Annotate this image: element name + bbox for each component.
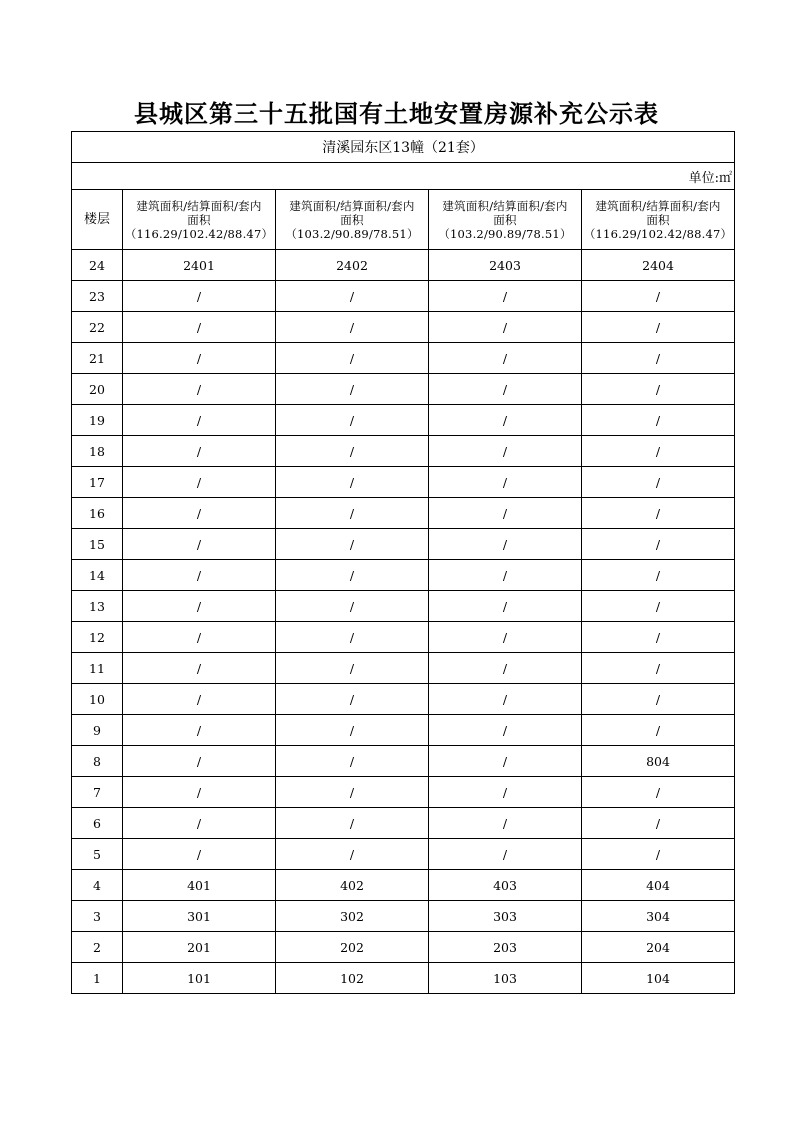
floor-cell: 18 [72,436,123,467]
unit-cell: / [582,591,735,622]
table-row [72,374,735,405]
floor-cell: 22 [72,312,123,343]
unit-cell: 202 [276,932,429,963]
unit-cell: / [582,436,735,467]
area-header-line3: （116.29/102.42/88.47） [124,226,274,241]
area-header-col-3 [429,190,582,250]
unit-cell: / [582,312,735,343]
unit-cell: 404 [582,870,735,901]
unit-cell: / [429,622,582,653]
table-row [72,901,735,932]
unit-cell: 402 [276,870,429,901]
unit-cell: / [123,777,276,808]
table-row [72,622,735,653]
floor-cell: 1 [72,963,123,994]
unit-cell: / [276,467,429,498]
area-header-line3: （103.2/90.89/78.51） [438,226,572,241]
unit-cell: / [429,777,582,808]
unit-cell: / [123,839,276,870]
table-row [72,343,735,374]
unit-cell: 203 [429,932,582,963]
unit-cell: / [276,591,429,622]
unit-cell: / [582,777,735,808]
unit-cell: 204 [582,932,735,963]
unit-cell: / [582,281,735,312]
unit-cell: / [123,467,276,498]
table-row [72,715,735,746]
area-header-line3: （116.29/102.42/88.47） [583,226,733,241]
unit-cell: / [429,498,582,529]
unit-cell: / [276,405,429,436]
unit-cell: / [276,374,429,405]
floor-cell: 12 [72,622,123,653]
table-row [72,808,735,839]
floor-cell: 3 [72,901,123,932]
unit-cell: 2401 [123,250,276,281]
unit-cell: / [123,560,276,591]
floor-cell: 7 [72,777,123,808]
unit-cell: 104 [582,963,735,994]
unit-cell: / [276,560,429,591]
unit-cell: 2402 [276,250,429,281]
unit-cell: / [582,529,735,560]
unit-cell: / [276,839,429,870]
unit-cell: / [123,808,276,839]
floor-cell: 21 [72,343,123,374]
unit-cell: 102 [276,963,429,994]
area-header-line2: 面积 [187,212,211,227]
unit-cell: 301 [123,901,276,932]
unit-cell: / [582,622,735,653]
floor-cell: 2 [72,932,123,963]
unit-cell: 401 [123,870,276,901]
unit-cell: / [582,653,735,684]
area-header-col-2 [276,190,429,250]
unit-cell: / [429,591,582,622]
floor-cell: 17 [72,467,123,498]
area-header-line1: 建筑面积/结算面积/套内 [289,198,415,213]
unit-cell: / [582,684,735,715]
unit-cell: 403 [429,870,582,901]
floor-cell: 11 [72,653,123,684]
unit-label: 单位:㎡ [72,163,735,190]
unit-cell: / [582,808,735,839]
unit-cell: 804 [582,746,735,777]
table-row [72,312,735,343]
unit-cell: / [429,343,582,374]
unit-cell: 103 [429,963,582,994]
unit-cell: / [429,312,582,343]
unit-cell: / [276,312,429,343]
table-body [72,250,735,994]
floor-cell: 4 [72,870,123,901]
unit-cell: / [123,405,276,436]
area-header-line3: （103.2/90.89/78.51） [285,226,419,241]
unit-cell: / [582,498,735,529]
floor-cell: 9 [72,715,123,746]
area-header-col-1 [123,190,276,250]
unit-cell: 101 [123,963,276,994]
table-row [72,746,735,777]
area-header-line1: 建筑面积/结算面积/套内 [595,198,721,213]
unit-cell: / [429,808,582,839]
area-header-line2: 面积 [340,212,364,227]
unit-cell: / [429,746,582,777]
floor-cell: 16 [72,498,123,529]
unit-cell: / [429,374,582,405]
floor-cell: 19 [72,405,123,436]
unit-cell: / [429,715,582,746]
table-row [72,653,735,684]
table-row [72,963,735,994]
unit-cell: / [123,529,276,560]
unit-cell: / [582,839,735,870]
area-header-col-4 [582,190,735,250]
table-row [72,870,735,901]
unit-cell: 2403 [429,250,582,281]
unit-cell: / [123,281,276,312]
floor-cell: 5 [72,839,123,870]
unit-cell: 2404 [582,250,735,281]
table-row [72,839,735,870]
unit-cell: / [429,560,582,591]
unit-cell: / [429,405,582,436]
unit-cell: / [429,281,582,312]
unit-cell: 304 [582,901,735,932]
unit-cell: / [429,529,582,560]
floor-cell: 13 [72,591,123,622]
unit-cell: / [276,498,429,529]
unit-cell: / [123,591,276,622]
unit-cell: / [276,777,429,808]
unit-cell: / [582,467,735,498]
unit-cell: / [276,715,429,746]
unit-cell: / [123,498,276,529]
area-header-line1: 建筑面积/结算面积/套内 [442,198,568,213]
unit-cell: / [123,343,276,374]
unit-cell: / [276,746,429,777]
unit-cell: / [123,746,276,777]
unit-cell: / [429,467,582,498]
table-row [72,684,735,715]
table-row [72,467,735,498]
unit-cell: / [582,405,735,436]
table-row [72,281,735,312]
unit-cell: / [276,808,429,839]
unit-cell: / [276,529,429,560]
unit-cell: / [123,622,276,653]
table-row [72,777,735,808]
unit-cell: / [276,343,429,374]
floor-header: 楼层 [72,190,123,250]
unit-cell: / [123,653,276,684]
unit-cell: / [276,653,429,684]
table-subtitle: 清溪园东区13幢（21套） [72,132,735,163]
unit-cell: / [429,653,582,684]
unit-cell: 201 [123,932,276,963]
table-row [72,405,735,436]
unit-cell: 302 [276,901,429,932]
floor-cell: 24 [72,250,123,281]
floor-cell: 20 [72,374,123,405]
unit-cell: / [582,560,735,591]
unit-cell: / [582,374,735,405]
unit-cell: / [276,622,429,653]
unit-cell: / [123,374,276,405]
area-header-line1: 建筑面积/结算面积/套内 [136,198,262,213]
unit-cell: / [276,281,429,312]
table-row [72,560,735,591]
table-row [72,591,735,622]
table-row [72,250,735,281]
unit-cell: / [429,839,582,870]
table-row [72,932,735,963]
floor-cell: 6 [72,808,123,839]
floor-cell: 10 [72,684,123,715]
unit-cell: 303 [429,901,582,932]
unit-cell: / [582,343,735,374]
unit-cell: / [123,715,276,746]
floor-cell: 15 [72,529,123,560]
housing-table [71,131,735,994]
area-header-line2: 面积 [493,212,517,227]
unit-cell: / [429,684,582,715]
table-row [72,498,735,529]
unit-cell: / [429,436,582,467]
unit-cell: / [123,312,276,343]
page-title: 县城区第三十五批国有土地安置房源补充公示表 [134,99,659,128]
unit-cell: / [123,684,276,715]
area-header-line2: 面积 [646,212,670,227]
table-row [72,436,735,467]
floor-cell: 14 [72,560,123,591]
unit-cell: / [276,436,429,467]
unit-cell: / [123,436,276,467]
table-row [72,529,735,560]
unit-cell: / [276,684,429,715]
floor-cell: 23 [72,281,123,312]
floor-cell: 8 [72,746,123,777]
unit-cell: / [582,715,735,746]
